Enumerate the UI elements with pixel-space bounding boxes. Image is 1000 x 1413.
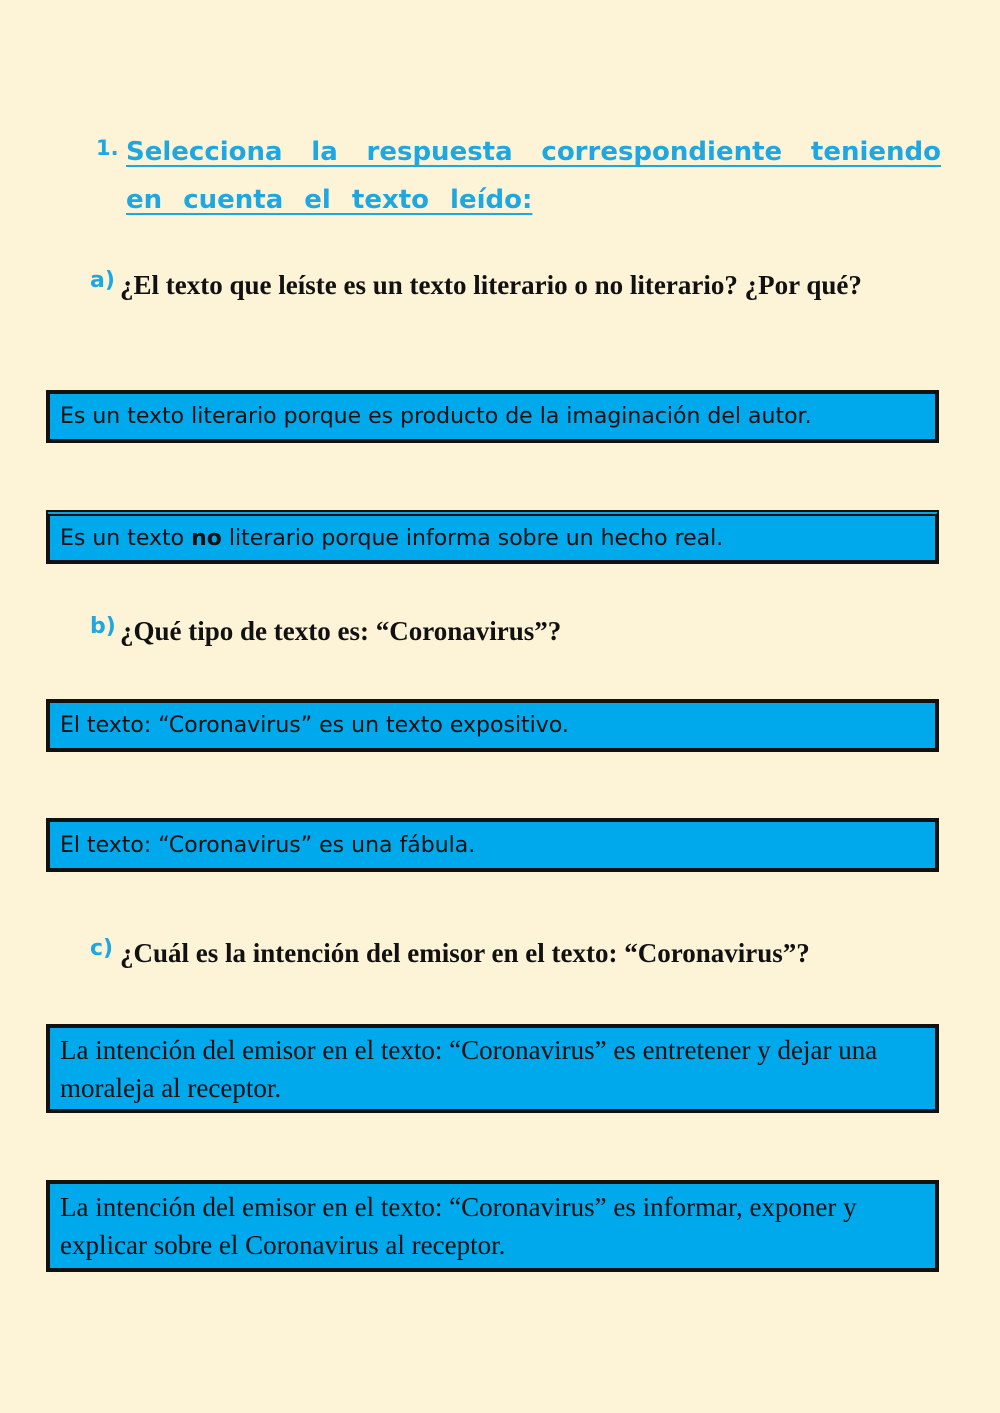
answer-option-b1[interactable] xyxy=(46,699,939,752)
instruction-text: Selecciona la respuesta correspondiente teniendo en cuenta el texto leído: xyxy=(126,137,941,215)
question-text: ¿El texto que leíste es un texto literario o no literario? ¿Por qué? xyxy=(120,270,862,300)
answer-text: El texto: “Coronavirus” es un texto expositivo. xyxy=(60,713,569,738)
answer-option-c1[interactable] xyxy=(46,1024,939,1113)
answer-text: La intención del emisor en el texto: “Coronavirus” es entretener y dejar una moraleja al receptor. xyxy=(60,1034,878,1103)
answer-option-b2[interactable] xyxy=(46,818,939,872)
answer-text: Es un texto literario porque es producto de la imaginación del autor. xyxy=(60,404,812,429)
instruction-heading xyxy=(96,128,941,224)
question-letter: b) xyxy=(90,614,116,639)
answer-option-a2[interactable] xyxy=(46,510,939,564)
question-text: ¿Qué tipo de texto es: “Coronavirus”? xyxy=(120,616,562,646)
answer-text: El texto: “Coronavirus” es una fábula. xyxy=(60,832,476,858)
question-text: ¿Cuál es la intención del emisor en el texto: “Coronavirus”? xyxy=(120,938,810,968)
instruction-number: 1. xyxy=(96,136,119,160)
question-letter: c) xyxy=(90,936,114,961)
question-b xyxy=(90,612,900,650)
answer-option-c2[interactable] xyxy=(46,1180,939,1272)
answer-option-a1[interactable] xyxy=(46,390,939,443)
answer-text: La intención del emisor en el texto: “Coronavirus” es informar, exponer y explicar sobre el Coronavirus al receptor. xyxy=(60,1192,857,1260)
question-a xyxy=(90,266,900,304)
question-c xyxy=(90,934,900,972)
question-letter: a) xyxy=(90,268,115,293)
answer-emphasis: no xyxy=(191,525,222,551)
answer-text: Es un texto no literario porque informa sobre un hecho real. xyxy=(60,525,724,551)
